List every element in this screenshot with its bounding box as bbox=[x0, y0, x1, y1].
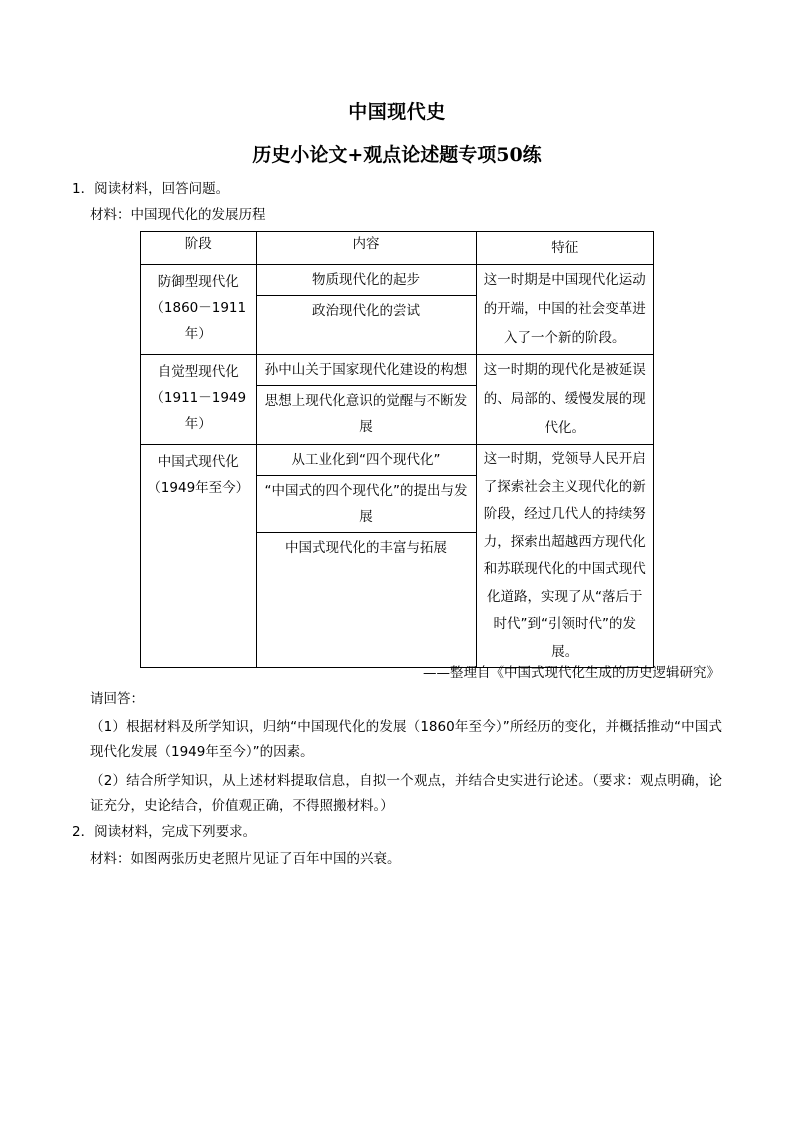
content-item: 政治现代化的尝试 bbox=[257, 295, 476, 350]
page-title: 中国现代史 bbox=[348, 101, 446, 123]
table-row bbox=[141, 265, 654, 355]
page-subtitle: 历史小论文+观点论述题专项50练 bbox=[252, 144, 542, 166]
content-cell bbox=[256, 355, 476, 445]
content-cell bbox=[256, 445, 476, 668]
stage-name: 防御型现代化 bbox=[157, 274, 239, 290]
stage-cell bbox=[141, 265, 257, 355]
q1-intro: 1．阅读材料，回答问题。 bbox=[72, 181, 230, 197]
q1-material-label: 材料：中国现代化的发展历程 bbox=[90, 207, 266, 223]
table-row bbox=[141, 445, 654, 668]
stage-years: （1911－1949年） bbox=[150, 390, 247, 432]
header-content: 内容 bbox=[256, 232, 476, 265]
feature-cell: 这一时期的现代化是被延误的、局部的、缓慢发展的现代化。 bbox=[476, 355, 653, 445]
feature-cell: 这一时期，党领导人民开启了探索社会主义现代化的新阶段，经过几代人的持续努力，探索出超越西方现代化和苏联现代化的中国式现代化道路，实现了从“落后于时代”到“引领时代”的发展。 bbox=[476, 445, 653, 668]
header-stage: 阶段 bbox=[141, 232, 257, 265]
q1-ask: 请回答： bbox=[90, 691, 144, 707]
material-table bbox=[140, 231, 654, 668]
table-row bbox=[141, 355, 654, 445]
stage-name: 中国式现代化 bbox=[157, 454, 239, 470]
content-cell bbox=[256, 265, 476, 355]
q1-subquestion-1: （1）根据材料及所学知识，归纳“中国现代化的发展（1860年至今）”所经历的变化，并概括推动“中国式现代化发展（1949年至今）”的因素。 bbox=[90, 719, 722, 760]
q1-subquestion-2: （2）结合所学知识，从上述材料提取信息，自拟一个观点，并结合史实进行论述。（要求：观点明确，论证充分，史论结合，价值观正确，不得照搬材料。） bbox=[90, 773, 722, 814]
stage-years: （1949年至今） bbox=[147, 480, 250, 496]
content-item: “中国式的四个现代化”的提出与发展 bbox=[257, 475, 476, 532]
content-item: 从工业化到“四个现代化” bbox=[291, 452, 441, 468]
table-header-row bbox=[141, 232, 654, 265]
content-item: 中国式现代化的丰富与拓展 bbox=[257, 532, 476, 563]
stage-cell bbox=[141, 445, 257, 668]
material-source: ——整理自《中国式现代化生成的历史逻辑研究》 bbox=[423, 665, 720, 681]
content-item: 物质现代化的起步 bbox=[312, 272, 421, 288]
q2-intro: 2．阅读材料，完成下列要求。 bbox=[72, 824, 257, 840]
header-feature: 特征 bbox=[476, 232, 653, 265]
stage-years: （1860－1911年） bbox=[150, 300, 247, 342]
content-item: 孙中山关于国家现代化建设的构想 bbox=[264, 362, 468, 378]
content-item: 思想上现代化意识的觉醒与不断发展 bbox=[257, 385, 476, 442]
feature-cell: 这一时期是中国现代化运动的开端，中国的社会变革进入了一个新的阶段。 bbox=[476, 265, 653, 355]
stage-name: 自觉型现代化 bbox=[157, 364, 239, 380]
q2-material: 材料：如图两张历史老照片见证了百年中国的兴衰。 bbox=[90, 851, 401, 867]
stage-cell bbox=[141, 355, 257, 445]
